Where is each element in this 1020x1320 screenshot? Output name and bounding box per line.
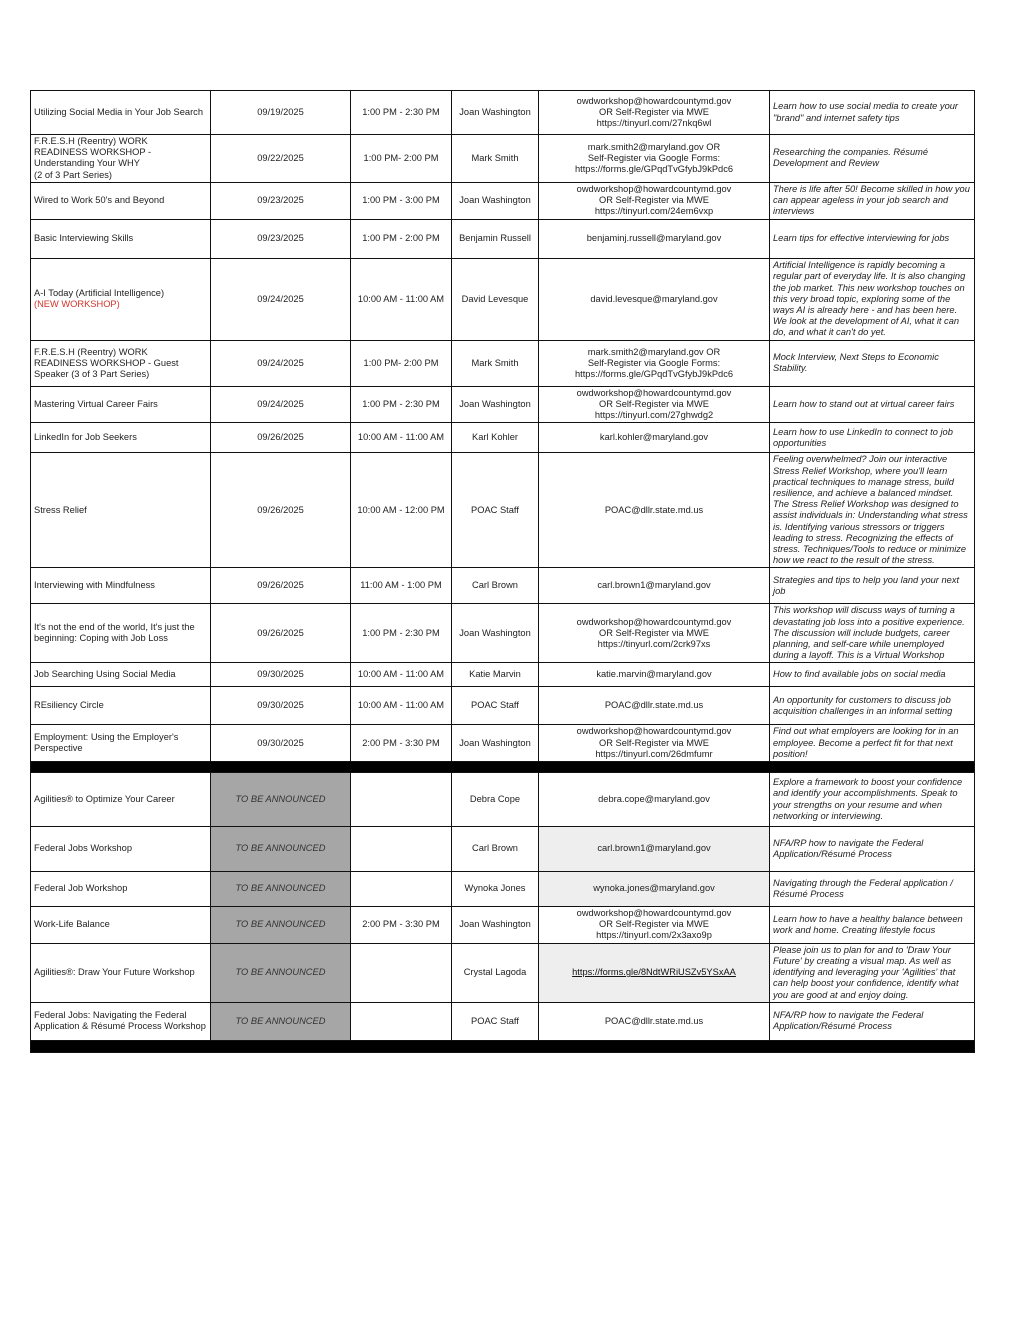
topic-line: Federal Jobs: Navigating the Federal bbox=[34, 1010, 187, 1020]
workshop-contact[interactable] bbox=[539, 453, 770, 568]
workshop-description: NFA/RP how to navigate the Federal Application/Résumé Process bbox=[770, 827, 975, 872]
workshop-date: 09/30/2025 bbox=[211, 725, 351, 762]
workshop-contact[interactable] bbox=[539, 386, 770, 423]
divider-bar bbox=[31, 762, 975, 773]
workshop-topic bbox=[31, 943, 211, 1002]
tba-workshop-row bbox=[31, 872, 975, 907]
workshop-row bbox=[31, 423, 975, 453]
workshop-topic bbox=[31, 386, 211, 423]
workshop-instructor: Mark Smith bbox=[452, 340, 539, 386]
workshop-date: 09/30/2025 bbox=[211, 687, 351, 725]
topic-line: Stress Relief bbox=[34, 504, 87, 515]
topic-line: Agilities® to Optimize Your Career bbox=[34, 793, 175, 804]
contact-line: owdworkshop@howardcountymd.gov bbox=[576, 387, 732, 398]
workshop-description: Navigating through the Federal application / Résumé Process bbox=[770, 872, 975, 907]
workshop-row bbox=[31, 725, 975, 762]
workshop-topic bbox=[31, 568, 211, 604]
workshop-contact[interactable] bbox=[539, 943, 770, 1002]
workshop-time: 10:00 AM - 11:00 AM bbox=[351, 663, 452, 687]
workshop-instructor: Karl Kohler bbox=[452, 423, 539, 453]
workshop-description: Learn how to use LinkedIn to connect to job opportunities bbox=[770, 423, 975, 453]
contact-line: https://forms.gle/GPqdTvGfybJ9kPdc6 bbox=[574, 368, 734, 379]
workshop-topic bbox=[31, 604, 211, 663]
workshop-instructor: Carl Brown bbox=[452, 827, 539, 872]
workshop-contact[interactable] bbox=[539, 1002, 770, 1040]
workshop-topic bbox=[31, 1002, 211, 1040]
table-end-bar bbox=[31, 1040, 975, 1052]
contact-line: POAC@dllr.state.md.us bbox=[604, 504, 704, 515]
workshop-contact[interactable] bbox=[539, 604, 770, 663]
workshop-instructor: Carl Brown bbox=[452, 568, 539, 604]
workshop-time: 2:00 PM - 3:30 PM bbox=[351, 907, 452, 944]
workshop-instructor: POAC Staff bbox=[452, 687, 539, 725]
workshop-description: Learn how to use social media to create your "brand" and internet safety tips bbox=[770, 91, 975, 135]
workshop-time bbox=[351, 827, 452, 872]
workshop-description: Find out what employers are looking for in an employee. Become a perfect fit for that next position! bbox=[770, 725, 975, 762]
workshop-topic bbox=[31, 725, 211, 762]
topic-line: Mastering Virtual Career Fairs bbox=[34, 399, 158, 410]
topic-line: Federal Job Workshop bbox=[34, 883, 128, 894]
workshop-contact[interactable] bbox=[539, 340, 770, 386]
topic-line: Employment: Using the Employer's bbox=[34, 732, 179, 743]
topic-line: READINESS WORKSHOP - Guest bbox=[34, 357, 179, 368]
topic-line: beginning: Coping with Job Loss bbox=[34, 633, 168, 644]
workshop-row bbox=[31, 135, 975, 183]
topic-line: It's not the end of the world, It's just the bbox=[34, 622, 195, 633]
contact-line: mark.smith2@maryland.gov OR bbox=[587, 141, 721, 152]
contact-line: https://tinyurl.com/26dmfumr bbox=[595, 748, 713, 759]
workshop-topic bbox=[31, 219, 211, 258]
contact-line: https://tinyurl.com/24em6vxp bbox=[594, 206, 714, 217]
workshop-instructor: Wynoka Jones bbox=[452, 872, 539, 907]
topic-line: Work-Life Balance bbox=[34, 919, 110, 930]
topic-line: A-I Today (Artificial Intelligence) bbox=[34, 288, 165, 299]
workshop-topic bbox=[31, 663, 211, 687]
workshop-topic bbox=[31, 907, 211, 944]
workshop-description: Researching the companies. Résumé Development and Review bbox=[770, 135, 975, 183]
contact-line: owdworkshop@howardcountymd.gov bbox=[576, 616, 732, 627]
workshop-time: 1:00 PM - 2:30 PM bbox=[351, 604, 452, 663]
workshop-description: There is life after 50! Become skilled in how you can appear ageless in your job search and interviews bbox=[770, 182, 975, 219]
tba-workshop-row bbox=[31, 773, 975, 827]
workshop-description: Mock Interview, Next Steps to Economic Stability. bbox=[770, 340, 975, 386]
workshop-description: Strategies and tips to help you land your next job bbox=[770, 568, 975, 604]
workshop-topic bbox=[31, 872, 211, 907]
topic-line: Federal Jobs Workshop bbox=[34, 843, 133, 854]
workshop-instructor: Debra Cope bbox=[452, 773, 539, 827]
topic-line: F.R.E.S.H (Reentry) WORK bbox=[34, 346, 148, 357]
workshop-description: Please join us to plan for and to 'Draw Your Future' by creating a visual map. As well as identifying and leveraging your 'Agilities' that can help boost your confidence, identify what you are good at and enjoy doing. bbox=[770, 943, 975, 1002]
workshop-row bbox=[31, 182, 975, 219]
workshop-instructor: POAC Staff bbox=[452, 1002, 539, 1040]
contact-line: https://tinyurl.com/27ghwdg2 bbox=[594, 410, 714, 421]
workshop-instructor: Joan Washington bbox=[452, 91, 539, 135]
contact-line: OR Self-Register via MWE bbox=[598, 919, 710, 930]
contact-line: OR Self-Register via MWE bbox=[598, 737, 710, 748]
workshop-topic bbox=[31, 182, 211, 219]
workshop-schedule-table bbox=[30, 90, 975, 1053]
workshop-topic bbox=[31, 773, 211, 827]
workshop-topic bbox=[31, 687, 211, 725]
tba-date-badge: TO BE ANNOUNCED bbox=[211, 907, 351, 944]
workshop-topic bbox=[31, 135, 211, 183]
contact-line: OR Self-Register via MWE bbox=[598, 399, 710, 410]
topic-line: Utilizing Social Media in Your Job Search bbox=[34, 106, 203, 117]
workshop-instructor: Katie Marvin bbox=[452, 663, 539, 687]
tba-date-badge: TO BE ANNOUNCED bbox=[211, 773, 351, 827]
contact-line: OR Self-Register via MWE bbox=[598, 106, 710, 117]
topic-line: READINESS WORKSHOP - bbox=[34, 147, 152, 158]
workshop-date: 09/26/2025 bbox=[211, 453, 351, 568]
tba-workshop-row bbox=[31, 943, 975, 1002]
workshop-row bbox=[31, 663, 975, 687]
workshop-time: 10:00 AM - 11:00 AM bbox=[351, 423, 452, 453]
workshop-time bbox=[351, 943, 452, 1002]
topic-line: Understanding Your WHY bbox=[34, 158, 140, 169]
workshop-instructor: Mark Smith bbox=[452, 135, 539, 183]
workshop-contact[interactable] bbox=[539, 91, 770, 135]
contact-line: katie.marvin@maryland.gov bbox=[596, 669, 712, 680]
workshop-topic bbox=[31, 827, 211, 872]
tba-date-badge: TO BE ANNOUNCED bbox=[211, 827, 351, 872]
contact-line: karl.kohler@maryland.gov bbox=[599, 432, 709, 443]
workshop-row bbox=[31, 91, 975, 135]
workshop-time bbox=[351, 872, 452, 907]
divider-bar bbox=[31, 1040, 975, 1052]
workshop-time: 1:00 PM - 2:30 PM bbox=[351, 91, 452, 135]
contact-line: OR Self-Register via MWE bbox=[598, 627, 710, 638]
tba-date-badge: TO BE ANNOUNCED bbox=[211, 1002, 351, 1040]
workshop-description: Artificial Intelligence is rapidly becoming a regular part of everyday life. It is also changing the job market. This new workshop touches on this very broad topic, exploring some of the ways AI is already here - and has been here. We look at the development of AI, what it can do, and what it can't do yet. bbox=[770, 258, 975, 340]
workshop-date: 09/23/2025 bbox=[211, 219, 351, 258]
workshop-time: 11:00 AM - 1:00 PM bbox=[351, 568, 452, 604]
topic-line: Job Searching Using Social Media bbox=[34, 669, 176, 680]
topic-line: Wired to Work 50's and Beyond bbox=[34, 195, 165, 206]
topic-line: LinkedIn for Job Seekers bbox=[34, 432, 137, 443]
workshop-row bbox=[31, 604, 975, 663]
workshop-time: 1:00 PM - 3:00 PM bbox=[351, 182, 452, 219]
contact-line: mark.smith2@maryland.gov OR bbox=[587, 346, 721, 357]
workshop-time bbox=[351, 773, 452, 827]
workshop-time: 10:00 AM - 12:00 PM bbox=[351, 453, 452, 568]
workshop-description: NFA/RP how to navigate the Federal Application/Résumé Process bbox=[770, 1002, 975, 1040]
workshop-time: 2:00 PM - 3:30 PM bbox=[351, 725, 452, 762]
workshop-contact[interactable] bbox=[539, 872, 770, 907]
workshop-row bbox=[31, 258, 975, 340]
contact-line: owdworkshop@howardcountymd.gov bbox=[576, 95, 732, 106]
contact-line: OR Self-Register via MWE bbox=[598, 195, 710, 206]
contact-line: owdworkshop@howardcountymd.gov bbox=[576, 184, 732, 194]
workshop-row bbox=[31, 219, 975, 258]
tba-date-badge: TO BE ANNOUNCED bbox=[211, 872, 351, 907]
workshop-description: Learn how to have a healthy balance between work and home. Creating lifestyle focus bbox=[770, 907, 975, 944]
topic-line: Speaker (3 of 3 Part Series) bbox=[34, 368, 150, 379]
workshop-time bbox=[351, 1002, 452, 1040]
workshop-topic bbox=[31, 340, 211, 386]
workshop-description: How to find available jobs on social media bbox=[770, 663, 975, 687]
topic-line: Perspective bbox=[34, 743, 83, 754]
topic-line: Agilities®: Draw Your Future Workshop bbox=[34, 967, 195, 978]
topic-line: REsiliency Circle bbox=[34, 700, 104, 711]
contact-line: https://tinyurl.com/2x3axo9p bbox=[596, 930, 712, 941]
workshop-instructor: Joan Washington bbox=[452, 386, 539, 423]
registration-link: https://forms.gle/8NdtWRiUSZv5YSxAA bbox=[572, 967, 736, 978]
contact-line: carl.brown1@maryland.gov bbox=[597, 843, 711, 854]
workshop-time: 10:00 AM - 11:00 AM bbox=[351, 258, 452, 340]
workshop-instructor: Benjamin Russell bbox=[452, 219, 539, 258]
workshop-time: 1:00 PM- 2:00 PM bbox=[351, 340, 452, 386]
workshop-contact[interactable] bbox=[539, 725, 770, 762]
workshop-contact[interactable] bbox=[539, 135, 770, 183]
workshop-topic bbox=[31, 453, 211, 568]
workshop-contact[interactable] bbox=[539, 423, 770, 453]
workshop-instructor: Joan Washington bbox=[452, 725, 539, 762]
contact-line: owdworkshop@howardcountymd.gov bbox=[576, 726, 732, 737]
schedule-body bbox=[31, 91, 975, 1053]
workshop-date: 09/26/2025 bbox=[211, 568, 351, 604]
workshop-contact[interactable] bbox=[539, 827, 770, 872]
workshop-topic bbox=[31, 91, 211, 135]
workshop-date: 09/26/2025 bbox=[211, 423, 351, 453]
contact-line: https://tinyurl.com/27nkq6wl bbox=[596, 118, 712, 129]
workshop-row bbox=[31, 340, 975, 386]
workshop-date: 09/24/2025 bbox=[211, 340, 351, 386]
workshop-instructor: Crystal Lagoda bbox=[452, 943, 539, 1002]
workshop-description: Explore a framework to boost your confidence and identify your accomplishments. Speak to your strengths on your resume and when networking or interviewing. bbox=[770, 773, 975, 827]
workshop-instructor: Joan Washington bbox=[452, 182, 539, 219]
tba-workshop-row bbox=[31, 827, 975, 872]
contact-line: POAC@dllr.state.md.us bbox=[604, 1015, 704, 1026]
workshop-instructor: Joan Washington bbox=[452, 604, 539, 663]
workshop-contact[interactable] bbox=[539, 687, 770, 725]
contact-line: https://tinyurl.com/2crk97xs bbox=[597, 639, 711, 650]
workshop-date: 09/24/2025 bbox=[211, 258, 351, 340]
workshop-date: 09/22/2025 bbox=[211, 135, 351, 183]
workshop-date: 09/30/2025 bbox=[211, 663, 351, 687]
workshop-row bbox=[31, 687, 975, 725]
workshop-description: An opportunity for customers to discuss job acquisition challenges in an informal setting bbox=[770, 687, 975, 725]
topic-line: Application & Résumé Process Workshop bbox=[34, 1021, 206, 1032]
workshop-topic bbox=[31, 423, 211, 453]
tba-workshop-row bbox=[31, 907, 975, 944]
workshop-contact[interactable] bbox=[539, 663, 770, 687]
workshop-date: 09/23/2025 bbox=[211, 182, 351, 219]
workshop-contact[interactable] bbox=[539, 182, 770, 219]
workshop-contact[interactable] bbox=[539, 568, 770, 604]
workshop-row bbox=[31, 453, 975, 568]
contact-line: Self-Register via Google Forms: bbox=[587, 152, 721, 163]
contact-line: https://forms.gle/GPqdTvGfybJ9kPdc6 bbox=[574, 164, 734, 174]
topic-line: F.R.E.S.H (Reentry) WORK bbox=[34, 136, 148, 146]
contact-line: debra.cope@maryland.gov bbox=[598, 793, 710, 804]
contact-line: wynoka.jones@maryland.gov bbox=[593, 883, 715, 894]
workshop-instructor: POAC Staff bbox=[452, 453, 539, 568]
workshop-date: 09/19/2025 bbox=[211, 91, 351, 135]
topic-line: (2 of 3 Part Series) bbox=[34, 169, 113, 180]
workshop-contact[interactable] bbox=[539, 773, 770, 827]
workshop-time: 1:00 PM - 2:30 PM bbox=[351, 386, 452, 423]
topic-line: Basic Interviewing Skills bbox=[34, 233, 134, 244]
workshop-description: Feeling overwhelmed? Join our interactive Stress Relief Workshop, where you'll learn practical techniques to manage stress, build resilience, and achieve a balanced mindset. The Stress Relief Workshop was designed to assist individuals in: Understanding what stress is. Identifying various stressors or triggers leading to stress. Recognizing the effects of stress. Techniques/Tools to reduce or minimize how we react to the result of the stress. bbox=[770, 453, 975, 568]
contact-line: owdworkshop@howardcountymd.gov bbox=[576, 908, 732, 919]
workshop-row bbox=[31, 568, 975, 604]
workshop-topic bbox=[31, 258, 211, 340]
workshop-instructor: David Levesque bbox=[452, 258, 539, 340]
workshop-description: This workshop will discuss ways of turning a devastating job loss into a positive experience. The discussion will include budgets, career planning, and self-care while unemployed during a layoff. This is a Virtual Workshop bbox=[770, 604, 975, 663]
workshop-contact[interactable] bbox=[539, 219, 770, 258]
contact-line: david.levesque@maryland.gov bbox=[590, 293, 718, 304]
workshop-contact[interactable] bbox=[539, 907, 770, 944]
workshop-description: Learn tips for effective interviewing for jobs bbox=[770, 219, 975, 258]
topic-line: Interviewing with Mindfulness bbox=[34, 580, 155, 591]
workshop-date: 09/24/2025 bbox=[211, 386, 351, 423]
tba-date-badge: TO BE ANNOUNCED bbox=[211, 943, 351, 1002]
workshop-date: 09/26/2025 bbox=[211, 604, 351, 663]
section-divider bbox=[31, 762, 975, 773]
workshop-time: 1:00 PM- 2:00 PM bbox=[351, 135, 452, 183]
tba-workshop-row bbox=[31, 1002, 975, 1040]
workshop-instructor: Joan Washington bbox=[452, 907, 539, 944]
contact-line: benjaminj.russell@maryland.gov bbox=[586, 233, 722, 244]
workshop-description: Learn how to stand out at virtual career fairs bbox=[770, 386, 975, 423]
workshop-time: 10:00 AM - 11:00 AM bbox=[351, 687, 452, 725]
contact-line: Self-Register via Google Forms: bbox=[587, 357, 721, 368]
workshop-contact[interactable] bbox=[539, 258, 770, 340]
contact-line: POAC@dllr.state.md.us bbox=[604, 700, 704, 711]
workshop-time: 1:00 PM - 2:00 PM bbox=[351, 219, 452, 258]
contact-line: carl.brown1@maryland.gov bbox=[597, 580, 711, 591]
workshop-row bbox=[31, 386, 975, 423]
new-workshop-flag: (NEW WORKSHOP) bbox=[34, 299, 120, 310]
